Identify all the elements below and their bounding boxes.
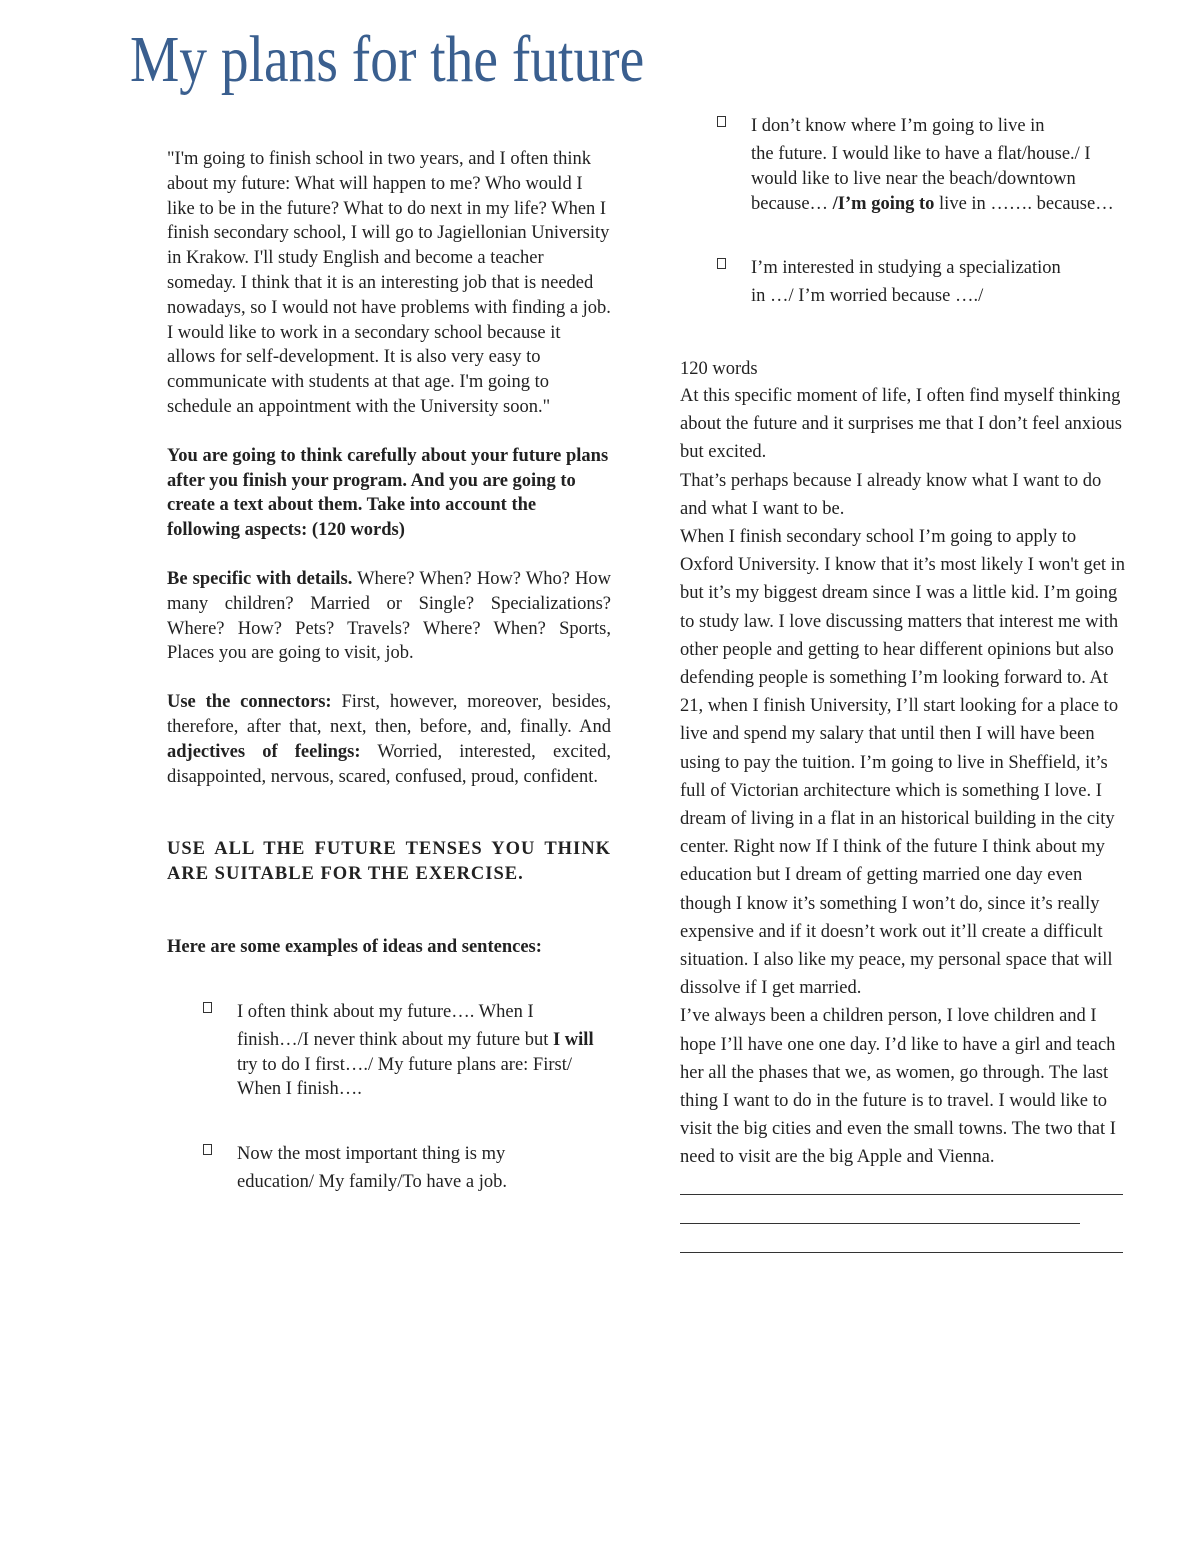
example-bullet-1	[167, 996, 611, 1102]
bullet-2-rest: education/ My family/To have a job.	[237, 1172, 507, 1193]
specific-details-paragraph	[167, 567, 611, 666]
bullet-2-first-line: Now the most important thing is my	[237, 1144, 506, 1165]
right-column	[680, 110, 1126, 1253]
bullet-4-first-line: I’m interested in studying a specialization	[751, 258, 1061, 279]
bullet-box-icon	[203, 1144, 212, 1155]
bullet-1-first-line: I often think about my future…. When I	[237, 1001, 534, 1022]
task-instructions: You are going to think carefully about your future plans after you finish your program. And you are going to create a text about them. Take into account the following aspects: (120 words)	[167, 445, 609, 541]
bullet-4-rest: in …/ I’m worried because …./	[751, 286, 984, 307]
bullet-1-rest	[237, 1028, 611, 1102]
left-column	[167, 147, 611, 1195]
bullet-3-text-a: the future. I would like to have a flat/house./ I would like to live near the beach/downtown because…	[751, 144, 1091, 214]
connectors-text: First, however, moreover, besides, therefore, after that, next, then, before, and, finally. And	[167, 692, 611, 737]
essay-paragraph-3: When I finish secondary school I’m going to apply to Oxford University. I know that it’s most likely I won't get in but it’s my biggest dream since I was a little kid. I’m going to study law. I love discussing matters that interest me with other people and getting to hear different opinions but also defending people is something I’m looking forward to. At 21, when I finish University, I’ll start looking for a place to live and spend my salary that until then I will have been using to pay the tuition. I’m going to live in Sheffield, it’s full of Victorian architecture which is something I love. I dream of living in a flat in an historical building in the city center. Right now If I think of the future I think about my education but I dream of getting married one day even though I know it’s something I won’t do, since it’s really expensive and if it doesn’t work out it’ll create a difficult situation. I also like my peace, my personal space that will dissolve if I get married.	[680, 527, 1126, 999]
writing-line-1	[680, 1194, 1123, 1195]
adjectives-label: adjectives of feelings:	[167, 741, 361, 762]
essay-paragraph-2: That’s perhaps because I already know what I want to do and what I want to be.	[680, 470, 1102, 519]
essay-paragraph-1: At this specific moment of life, I often find myself thinking about the future and it surprises me that I don’t feel anxious but excited.	[680, 385, 1123, 463]
bullet-box-icon	[717, 258, 726, 269]
bullet-3-first-line: I don’t know where I’m going to live in	[751, 116, 1045, 136]
example-bullet-4	[680, 252, 1126, 309]
example-bullet-3	[680, 110, 1126, 216]
essay-paragraph-4: I’ve always been a children person, I love children and I hope I’ll have one one day. I’d like to have a girl and teach her all the phases that we, as women, go through. The last thing I want to do in the future is to travel. I would like to visit the big cities and even the small towns. The two that I need to visit are the big Apple and Vienna.	[680, 1006, 1116, 1168]
bullet-3-text-b: live in ……. because…	[934, 193, 1114, 214]
examples-heading: Here are some examples of ideas and sentences:	[167, 936, 542, 957]
specific-label: Be specific with details.	[167, 568, 353, 589]
writing-line-2	[680, 1223, 1080, 1224]
future-tenses-instruction: USE ALL THE FUTURE TENSES YOU THINK ARE SUITABLE FOR THE EXERCISE.	[167, 839, 611, 885]
word-count: 120 words	[680, 359, 758, 380]
specific-text: Where? When? How? Who? How many children? Married or Single? Specializations? Where? How? Pets? Travels? Where? When? Sports, Places you are going to visit, job.	[167, 568, 611, 664]
bullet-1-bold: I will	[552, 1029, 594, 1050]
bullet-box-icon	[717, 116, 726, 127]
connectors-paragraph	[167, 690, 611, 789]
example-bullet-2	[167, 1138, 611, 1195]
adjectives-text: Worried, interested, excited, disappointed, nervous, scared, confused, proud, confident.	[167, 741, 611, 787]
bullet-box-icon	[203, 1002, 212, 1013]
connectors-label: Use the connectors:	[167, 692, 332, 713]
writing-line-3	[680, 1252, 1123, 1253]
bullet-1-text-b: try to do I first…./ My future plans are: First/ When I finish….	[237, 1054, 573, 1100]
essay	[680, 382, 1126, 1172]
bullet-3-rest	[751, 142, 1126, 216]
bullet-1-text-a: finish…/I never think about my future but	[237, 1029, 553, 1050]
bullet-3-bold: /I’m going to	[832, 193, 935, 214]
page-title: My plans for the future	[130, 23, 645, 96]
intro-paragraph: "I'm going to finish school in two years, and I often think about my future: What will happen to me? Who would I like to be in the future? What to do next in my life? When I finish secondary school, I will go to Jagiellonian University in Krakow. I'll study English and become a teacher someday. I think that it is an interesting job that is needed nowadays, so I would not have problems with finding a job. I would like to work in a secondary school because it allows for self-development. It is also very easy to communicate with students at that age. I'm going to schedule an appointment with the University soon."	[167, 149, 611, 417]
